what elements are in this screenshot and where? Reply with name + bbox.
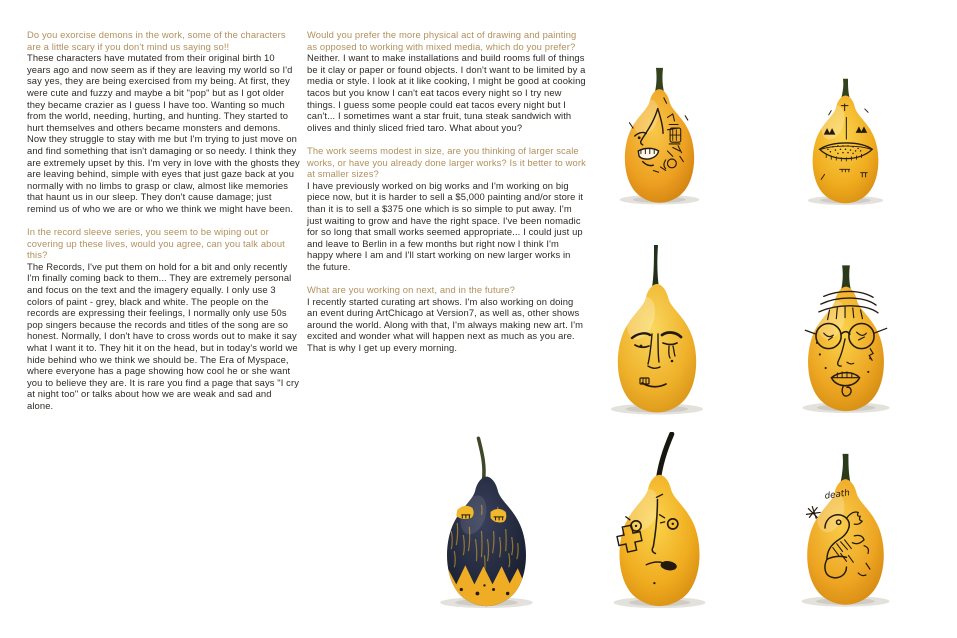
pear-wide-grin-icon: [791, 60, 900, 220]
pear-stem: [655, 68, 664, 92]
pear-stem: [841, 265, 851, 289]
interview-left-column: [27, 29, 300, 423]
pear-stem: [841, 454, 851, 482]
pear-photo-wide-grin: [791, 60, 900, 220]
pear-dark-painted-monster-icon: [421, 434, 552, 626]
pear-photo-simple-line-face-cross: [593, 432, 726, 626]
interview-answer: These characters have mutated from their original birth 10 years ago and now seem as if they are leaving my world so I'd say yes, they are being exercised from my being. At first, they were cute and fuzzy and maybe a bit "pop" but as I got older they became crazier as I guess I have too. Wanting so much from the world, needing, hurting, and hunting. They started to hurt themselves and others became monsters and demons. Now they struggle to stay with me but I'm trying to just move on and find something that isn't damaging or so needy. I think they are extremely upset by this. I'm very in love with the ghosts they are leaving behind, simple with eyes that just gaze back at you normally with no limbs to grasp or claw, almost like memories that haunt us in our sleep. They don't cause damage; just remind us of who we are or who we think we might have been.: [27, 52, 300, 214]
interview-answer: I have previously worked on big works and I'm working on big piece now, but it is harder to sell a $5,000 painting and/or store it than it is to sell a $375 one which is so simple to put away. I'm just waiting to grow and have the right space. I've been nomadic for so long that small works seemed appropriate... I could just up and leave to Berlin in a few months but right now I think I'm happy where I am and I'll start working on new larger works in the future.: [307, 179, 584, 272]
interview-question: What are you working on next, and in the future?: [307, 284, 515, 296]
pear-glasses-tongue-face-icon: [783, 246, 909, 430]
interview-question: Do you exorcise demons in the work, some of the characters are a little scary if you don't mind us saying so!!: [27, 29, 286, 52]
pear-stem: [478, 438, 484, 480]
pear-stem: [841, 79, 849, 98]
interview-question: In the record sleeve series, you seem to be wiping out or covering up these lives, would you agree, can you talk about this?: [27, 226, 285, 261]
pear-photo-serene-tear-face: [592, 242, 722, 432]
pear-serene-tear-face-icon: [592, 242, 722, 432]
interview-answer: I recently started curating art shows. I'm also working on doing an event during ArtChicago at Version7, as well as, other shows around the world. Along with that, I'm always making new art. I'm excited and wonder what will happen next as much as you are. That is why I get up every morning.: [307, 295, 584, 354]
pear-stem: [652, 245, 659, 288]
pear-photo-glasses-tongue-face: [783, 246, 909, 430]
pear-photo-death-creature: [782, 438, 909, 624]
interview-answer: Neither. I want to make installations and build rooms full of things be it clay or paper or found objects. I don't want to be limited by a media or style. I look at it like cooking, I might be good at cooking tacos but you know I can't eat tacos every night so I try new things. I guess some people could eat tacos every night but I can't... I sometimes want a star fruit, tuna steak sandwich with olives and thinly sliced fried taro. What about you?: [307, 52, 586, 133]
interview-question: Would you prefer the more physical act of drawing and painting as opposed to working with mixed media, which do you prefer?: [307, 29, 577, 52]
pear-snout-face-doodles-icon: [602, 52, 717, 220]
pear-death-creature-icon: [782, 438, 909, 624]
interview-answer: The Records, I've put them on hold for a bit and only recently I'm finally coming back to them... They are extremely personal and focus on the text and the imagery equally. I only use 3 colors of paint - grey, black and white. The people on the records are expressing their feelings, I normally only use 50s pop singers because the records and titles of the song are so honest. Normally, I don't have to cross words out to make it say what I want it to. They hit it on the head, but in today's world we hide behind who we think we should be. The Era of Myspace, where everyone has a page showing how cool he or she want you to believe they are. It is rare you find a page that says "I cry at night too" or talks about how we are weak and sad and alone.: [27, 260, 300, 411]
pear-stem: [658, 434, 671, 479]
pear-annotation-death: death: [824, 488, 851, 502]
pear-photo-dark-painted-monster: [421, 434, 552, 626]
interview-middle-column: [307, 29, 586, 365]
pear-simple-line-face-cross-icon: [593, 432, 726, 626]
pear-photo-snout-face-doodles: [602, 52, 717, 220]
interview-question: The work seems modest in size, are you thinking of larger scale works, or have you already done larger works? Is it better to work at smaller sizes?: [307, 144, 586, 180]
